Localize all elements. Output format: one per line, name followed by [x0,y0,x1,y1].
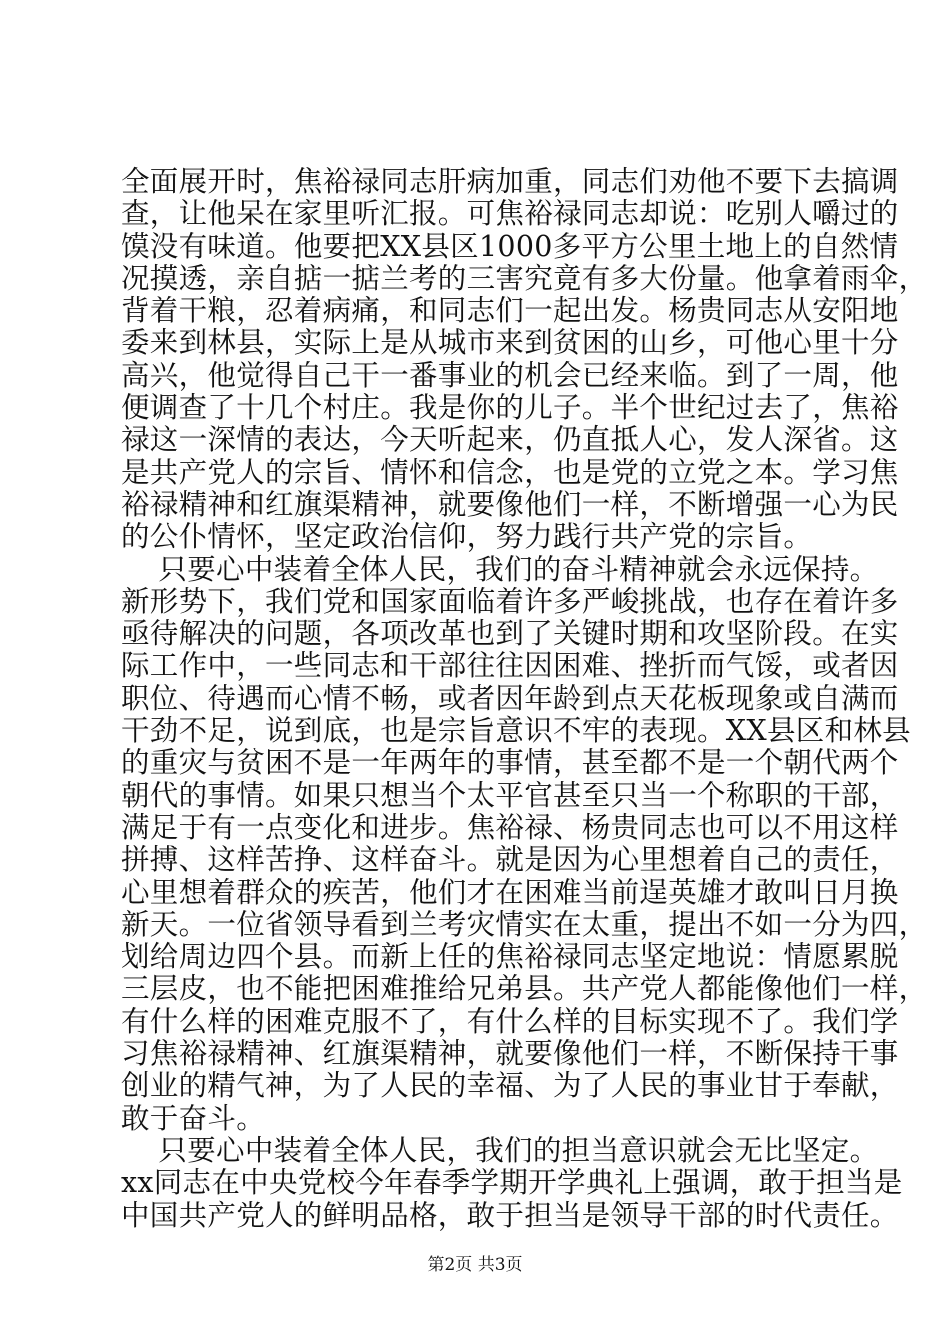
text-line: 新形势下，我们党和国家面临着许多严峻挑战，也存在着许多 [121,584,899,618]
text-line: 际工作中，一些同志和干部往往因困难、挫折而气馁，或者因 [121,649,899,683]
text-line: xx同志在中央党校今年春季学期开学典礼上强调，敢于担当是 [121,1166,903,1200]
text-line: 心里想着群众的疾苦，他们才在困难当前逞英雄才敢叫日月换 [121,875,899,909]
text-line: 况摸透，亲自掂一掂兰考的三害究竟有多大份量。他拿着雨伞， [121,261,928,295]
text-line: 高兴，他觉得自己干一番事业的机会已经来临。到了一周，他 [121,358,899,392]
text-line: 新天。一位省领导看到兰考灾情实在太重，提出不如一分为四， [121,907,928,941]
text-line: 馍没有味道。他要把XX县区1000多平方公里土地上的自然情 [121,229,899,263]
text-line: 全面展开时，焦裕禄同志肝病加重，同志们劝他不要下去搞调 [121,165,899,198]
text-line: 背着干粮，忍着病痛，和同志们一起出发。杨贵同志从安阳地 [121,294,899,328]
text-line: 满足于有一点变化和进步。焦裕禄、杨贵同志也可以不用这样 [121,810,899,844]
text-line: 中国共产党人的鲜明品格，敢于担当是领导干部的时代责任。 [121,1198,899,1232]
text-line: 划给周边四个县。而新上任的焦裕禄同志坚定地说：情愿累脱 [121,940,899,974]
text-line: 委来到林县，实际上是从城市来到贫困的山乡，可他心里十分 [121,326,899,360]
text-line: 禄这一深情的表达，今天听起来，仍直抵人心，发人深省。这 [121,423,899,457]
body-text [121,165,928,1232]
text-line: 敢于奋斗。 [121,1101,266,1135]
text-line: 查，让他呆在家里听汇报。可焦裕禄同志却说：吃别人嚼过的 [121,197,899,231]
text-line: 是共产党人的宗旨、情怀和信念，也是党的立党之本。学习焦 [121,455,899,489]
text-line: 裕禄精神和红旗渠精神，就要像他们一样，不断增强一心为民 [121,487,899,521]
page-footer: 第2页 共3页 [427,1255,523,1275]
text-line: 只要心中装着全体人民，我们的担当意识就会无比坚定。 [121,1133,879,1167]
text-line: 的公仆情怀，坚定政治信仰，努力践行共产党的宗旨。 [121,520,813,554]
text-line: 朝代的事情。如果只想当个太平官甚至只当一个称职的干部， [121,778,899,812]
text-line: 习焦裕禄精神、红旗渠精神，就要像他们一样，不断保持干事 [121,1037,899,1071]
text-line: 三层皮，也不能把困难推给兄弟县。共产党人都能像他们一样， [121,972,928,1006]
text-line: 创业的精气神，为了人民的幸福、为了人民的事业甘于奉献， [121,1069,899,1103]
text-line: 亟待解决的问题，各项改革也到了关键时期和攻坚阶段。在实 [121,617,899,651]
text-line: 有什么样的困难克服不了，有什么样的目标实现不了。我们学 [121,1004,899,1038]
text-line: 便调查了十几个村庄。我是你的儿子。半个世纪过去了，焦裕 [121,391,899,425]
text-line: 只要心中装着全体人民，我们的奋斗精神就会永远保持。 [121,552,879,586]
text-line: 的重灾与贫困不是一年两年的事情，甚至都不是一个朝代两个 [121,746,899,780]
text-line: 拼搏、这样苦挣、这样奋斗。就是因为心里想着自己的责任， [121,843,899,877]
text-line: 干劲不足，说到底，也是宗旨意识不牢的表现。XX县区和林县 [121,714,911,748]
text-line: 职位、待遇而心情不畅，或者因年龄到点天花板现象或自满而 [121,681,899,715]
